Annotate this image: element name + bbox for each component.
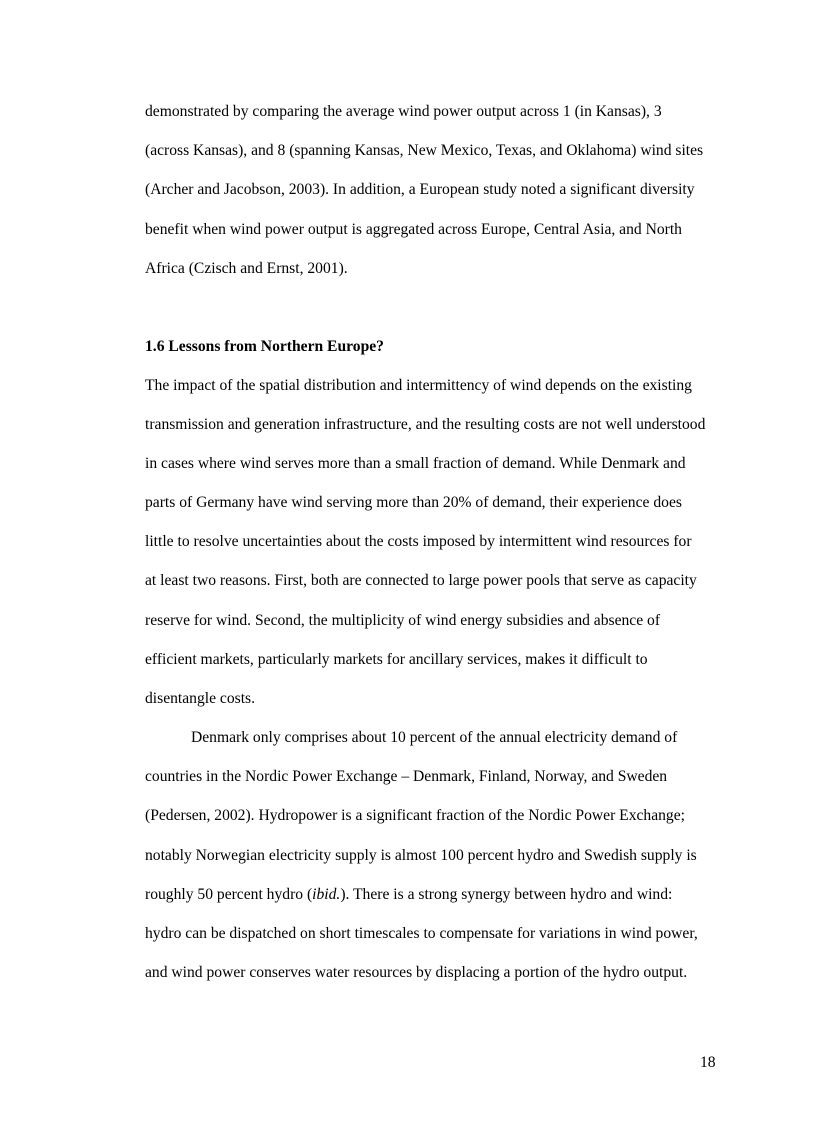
paragraph-2-line-8: efficient markets, particularly markets for ancillary services, makes it difficult to — [145, 651, 648, 668]
paragraph-2-line-2: transmission and generation infrastructure, and the resulting costs are not well understood — [145, 416, 706, 433]
paragraph-2-line-1: The impact of the spatial distribution and intermittency of wind depends on the existing — [145, 377, 692, 394]
paragraph-1-line-3: (Archer and Jacobson, 2003). In addition, a European study noted a significant diversity — [145, 181, 695, 198]
paragraph-3-line-5-after: ). There is a strong synergy between hydro and wind: — [340, 886, 673, 903]
paragraph-2-line-3: in cases where wind serves more than a small fraction of demand. While Denmark and — [145, 455, 686, 472]
paragraph-2-line-5: little to resolve uncertainties about the costs imposed by intermittent wind resources for — [145, 533, 692, 550]
paragraph-1-line-1: demonstrated by comparing the average wind power output across 1 (in Kansas), 3 — [145, 103, 662, 120]
paragraph-3-line-3: (Pedersen, 2002). Hydropower is a significant fraction of the Nordic Power Exchange; — [145, 807, 685, 824]
paragraph-3-line-1: Denmark only comprises about 10 percent of the annual electricity demand of — [191, 729, 678, 746]
paragraph-2-line-9: disentangle costs. — [145, 690, 256, 707]
paragraph-1-line-2: (across Kansas), and 8 (spanning Kansas, New Mexico, Texas, and Oklahoma) wind sites — [145, 142, 704, 159]
paragraph-2-line-6: at least two reasons. First, both are connected to large power pools that serve as capacity — [145, 572, 697, 589]
page-number: 18 — [700, 1054, 716, 1071]
section-heading: 1.6 Lessons from Northern Europe? — [145, 338, 384, 355]
paragraph-3-line-4: notably Norwegian electricity supply is almost 100 percent hydro and Swedish supply is — [145, 847, 697, 864]
paragraph-3-line-5 — [145, 885, 672, 905]
paragraph-3-line-6: hydro can be dispatched on short timescales to compensate for variations in wind power, — [145, 925, 698, 942]
paragraph-1-line-5: Africa (Czisch and Ernst, 2001). — [145, 260, 348, 277]
paragraph-1-line-4: benefit when wind power output is aggregated across Europe, Central Asia, and North — [145, 221, 682, 238]
paragraph-3-line-7: and wind power conserves water resources by displacing a portion of the hydro output. — [145, 964, 688, 981]
ibid-citation: ibid. — [312, 886, 341, 903]
paragraph-2-line-7: reserve for wind. Second, the multiplicity of wind energy subsidies and absence of — [145, 612, 661, 629]
paragraph-3-line-5-before: roughly 50 percent hydro ( — [145, 886, 313, 903]
paragraph-2-line-4: parts of Germany have wind serving more than 20% of demand, their experience does — [145, 494, 682, 511]
paragraph-3-line-2: countries in the Nordic Power Exchange – Denmark, Finland, Norway, and Sweden — [145, 768, 668, 785]
